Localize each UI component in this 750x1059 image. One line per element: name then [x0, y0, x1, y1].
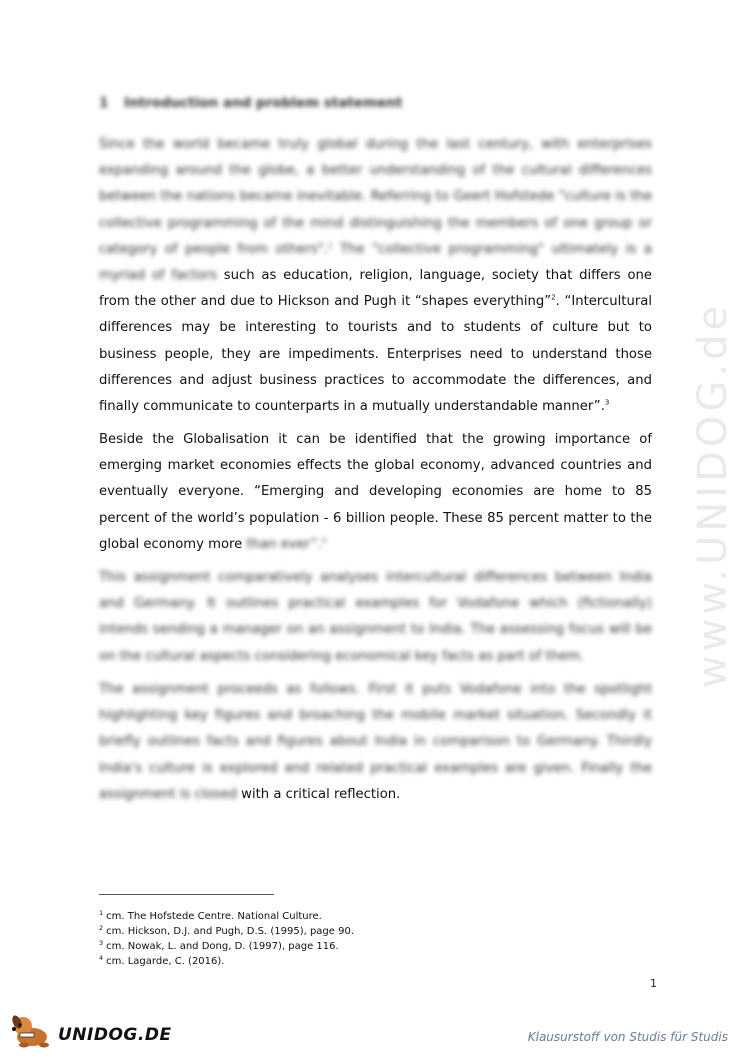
logo-text: UNIDOG.DE	[58, 1025, 172, 1045]
visible-text: . “Intercultural differences may be interesting to tourists and to students of culture but to business people, they are impediments. Enterprises need to understand those differences and adjust business practices to accommodate the differences, and finally communicate to counterparts in a mutually understandable manner”.	[99, 294, 652, 415]
footnote-ref: 2	[551, 293, 556, 302]
section-heading	[99, 95, 659, 111]
blurred-text: The assignment proceeds as follows. First it puts Vodafone into the spotlight highlighting key figures and broaching the mobile market situation. Secondly it briefly outlines facts and figures about India in comparison to Germany. Thirdly India's culture is explored and related practical examples are given. Finally the assignment is closed	[99, 682, 652, 802]
paragraph-globalisation	[99, 427, 652, 558]
visible-text: such as education, religion, language, society that differs one from the other and due to Hickson and Pugh it “shapes everything”	[99, 268, 652, 310]
section-title: Introduction and problem statement	[124, 95, 403, 111]
footnote-item: $^2$ cm. Hickson, D.J. and Pugh, D.S. (1995), page 90.	[99, 923, 355, 937]
footnote-divider	[99, 894, 274, 895]
footnote-item: $^1$ cm. The Hofstede Centre. National Culture.	[99, 908, 322, 922]
footnote-item: $^3$ cm. Nowak, L. and Dong, D. (1997), page 116.	[99, 938, 339, 952]
paragraph-assignment-scope: This assignment comparatively analyses intercultural differences between India and Germany. It outlines practical examples for Vodafone which (fictionally) intends sending a manager on an assignment to India. The assessing focus will be on the cultural aspects considering economical key facts as part of them.	[99, 570, 652, 664]
footnote-ref: 3	[604, 398, 610, 407]
unidog-logo	[8, 1010, 172, 1050]
visible-text: with a critical reflection.	[241, 786, 401, 802]
blurred-text: Since the world became truly global during the last century, with enterprises expanding around the globe, a better understanding of the cultural differences between the nations became inevitable. Referring to Geert Hofstede "culture is the collective programming of the mind distinguishing the members of one group or category of people from others".$^1$ The "collective programming" ultimately is a myriad of factors	[99, 137, 652, 284]
footnotes	[99, 909, 599, 969]
blurred-text: than ever”.$^4$	[246, 536, 327, 552]
dog-mascot-icon	[8, 1010, 58, 1050]
watermark: www.UNIDOG.de	[690, 301, 736, 689]
footnote-item: $^4$ cm. Lagarde, C. (2016).	[99, 953, 225, 967]
section-number: 1	[99, 95, 109, 111]
page-number: 1	[650, 977, 657, 990]
paragraph-intro	[99, 132, 652, 420]
visible-text: Beside the Globalisation it can be identified that the growing importance of emerging market economies effects the global economy, advanced countries and eventually everyone. “Emerging and developing economies are home to 85 percent of the world’s population - 6 billion people. These 85 percent matter to the global economy more	[99, 432, 652, 552]
paragraph-assignment-outline	[99, 677, 652, 808]
tagline: Klausurstoff von Studis für Studis	[527, 1030, 728, 1044]
